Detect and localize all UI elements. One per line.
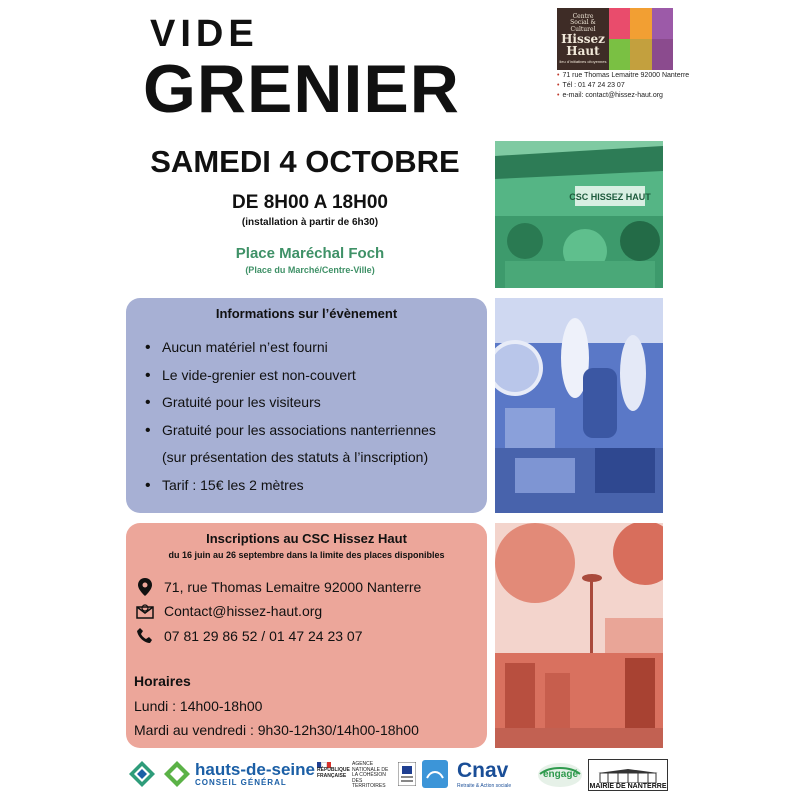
logo-tagline: lieu d'initiatives citoyennes: [559, 58, 607, 64]
registration-address: 71, rue Thomas Lemaitre 92000 Nanterre: [164, 579, 422, 595]
caf-logo-icon: [422, 760, 448, 793]
title-line-2: GRENIER: [143, 51, 460, 127]
info-item: • Tarif : 15€ les 2 mètres: [162, 472, 436, 500]
registration-phone-row: [134, 628, 363, 644]
hauts-de-seine-text: hauts-de-seine: [195, 760, 315, 779]
engage-logo: [537, 760, 583, 790]
logo-line-3: Hissez: [561, 31, 605, 46]
title-line-1: VIDE: [150, 13, 259, 55]
republique-logo: [317, 762, 350, 779]
dept-emblem-icon: [128, 760, 156, 793]
registration-panel: [126, 523, 487, 748]
market-photo-green: [495, 141, 663, 288]
mairie-text: MAIRIE DE NANTERRE: [589, 783, 667, 790]
registration-subtitle: du 16 juin au 26 septembre dans la limite des places disponibles: [168, 550, 445, 560]
schedule-monday: Lundi : 14h00-18h00: [134, 698, 263, 714]
info-list: [144, 334, 436, 499]
registration-address-row: [134, 578, 421, 596]
registration-phones: 07 81 29 86 52 / 01 47 24 23 07: [164, 628, 363, 644]
logo-line-4: Haut: [566, 43, 600, 58]
contact-address-text: 71 rue Thomas Lemaitre 92000 Nanterre: [562, 72, 690, 79]
republique-text: RÉPUBLIQUE FRANÇAISE: [317, 767, 350, 779]
mail-icon: [134, 603, 156, 619]
registration-email-row: [134, 603, 322, 619]
phone-icon: [134, 628, 156, 644]
event-hours: DE 8H00 A 18H00: [232, 192, 388, 213]
engage-text: engagé: [543, 769, 579, 780]
hissez-haut-logo: [557, 8, 673, 70]
logo-line-1: Centre: [572, 13, 594, 21]
contact-email-text: e-mail: contact@hissez-haut.org: [562, 92, 663, 99]
location-pin-icon: [134, 578, 156, 596]
prefecture-emblem-icon: [398, 762, 416, 791]
event-date: SAMEDI 4 OCTOBRE: [150, 144, 460, 179]
info-item-note: (sur présentation des statuts à l’inscription): [162, 449, 429, 465]
conseil-general-text: CONSEIL GÉNÉRAL: [195, 778, 287, 787]
market-photo-red: [495, 523, 663, 748]
info-item: • Gratuité pour les associations nanterriennes: [162, 417, 436, 445]
registration-title: Inscriptions au CSC Hissez Haut: [206, 531, 407, 546]
contact-email: • e-mail: contact@hissez-haut.org: [557, 92, 663, 99]
cnav-sub-text: Retraite & Action sociale: [457, 783, 512, 789]
agence-text: AGENCE NATIONALE DE LA COHÉSION DES TERRITOIRES: [352, 761, 389, 789]
photo-sign-text: CSC HISSEZ HAUT: [569, 192, 651, 202]
mairie-logo: [588, 759, 668, 791]
info-item: • Aucun matériel n’est fourni: [162, 334, 436, 362]
schedule-title: Horaires: [134, 673, 191, 689]
logo-color-grid: [609, 8, 673, 70]
cnav-text: Cnav: [457, 759, 509, 782]
hauts-de-seine-chevron-icon: [163, 760, 191, 788]
info-item: • Le vide-grenier est non-couvert: [162, 362, 436, 390]
hauts-de-seine-logo: [163, 760, 315, 788]
event-place-detail: (Place du Marché/Centre-Ville): [245, 265, 375, 275]
antiques-photo-blue: [495, 298, 663, 513]
info-panel: [126, 298, 487, 513]
contact-address: • 71 rue Thomas Lemaitre 92000 Nanterre: [557, 72, 690, 79]
event-place: Place Maréchal Foch: [235, 245, 385, 262]
contact-phone-text: Tél : 01 47 24 23 07: [562, 82, 625, 89]
info-item: • Gratuité pour les visiteurs: [162, 389, 436, 417]
info-title: Informations sur l’évènement: [215, 306, 398, 321]
registration-email[interactable]: Contact@hissez-haut.org: [164, 603, 323, 619]
logo-line-2: Social & Culturel: [570, 19, 596, 33]
mairie-building-icon: [598, 769, 658, 783]
contact-phone: • Tél : 01 47 24 23 07: [557, 82, 625, 89]
event-installation: (installation à partir de 6h30): [241, 217, 379, 228]
schedule-weekdays: Mardi au vendredi : 9h30-12h30/14h00-18h00: [134, 722, 419, 738]
